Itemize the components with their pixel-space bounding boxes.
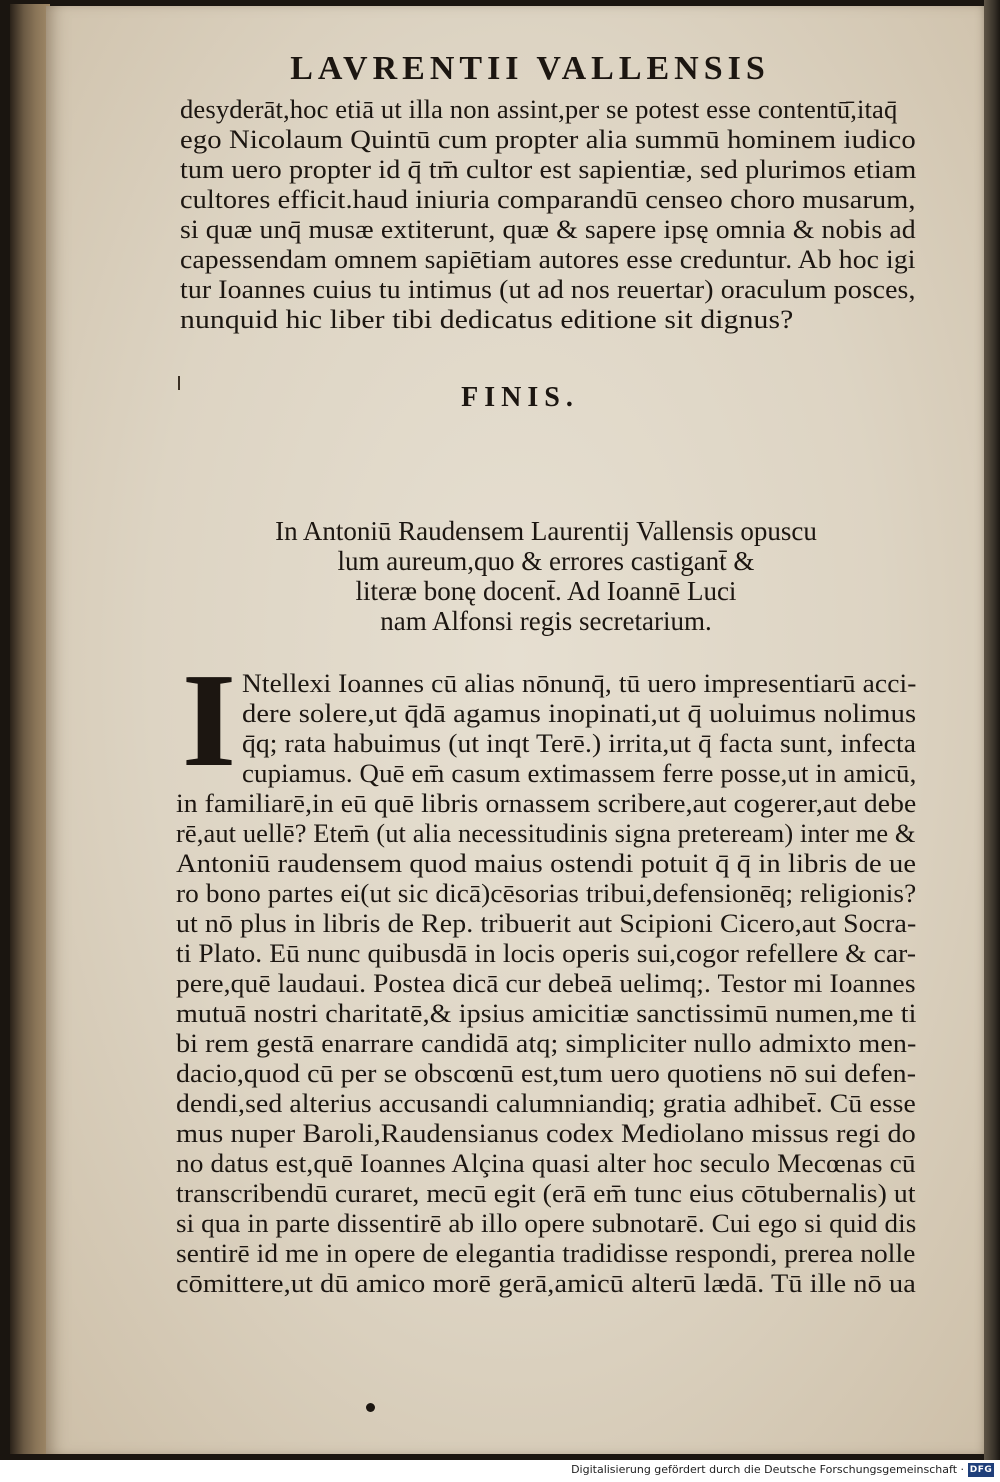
signature-dot: [366, 1403, 375, 1412]
text-line: si quæ unq̄ musæ extiterunt, quæ & sapere ipsę omnia & nobis ad: [180, 214, 916, 244]
finis-heading: FINIS.: [461, 382, 579, 413]
text-line: nunquid hic liber tibi dedicatus editione sit dignus?: [180, 304, 794, 334]
dfg-logo-icon: DFG: [969, 1465, 993, 1475]
text-line: cupiamus. Quē em̄ casum extimassem ferre posse,ut in amicū,: [242, 758, 917, 788]
text-line: ut nō plus in libris de Rep. tribuerit aut Scipioni Cicero,aut Socra-: [176, 908, 917, 938]
text-line: cultores efficit.haud iniuria comparandū censeo choro musarum,: [180, 184, 916, 214]
title-line: In Antoniū Raudensem Laurentij Vallensis opuscu: [275, 516, 817, 546]
text-line: si qua in parte dissentirē ab illo opere subnotarē. Cui ego si quid dis: [176, 1208, 917, 1238]
book-edge: [10, 4, 50, 1454]
running-head: LAVRENTII VALLENSIS: [290, 50, 770, 87]
text-line: mutuā nostri charitatē,& ipsius amicitiæ sanctissimū numen,me ti: [176, 998, 917, 1028]
drop-cap: I: [181, 646, 235, 794]
title-line: nam Alfonsi regis secretarium.: [380, 606, 712, 636]
text-line: tur Ioannes cuius tu intimus (ut ad nos reuertar) oraculum posces,: [180, 274, 916, 304]
margin-mark: [178, 376, 180, 390]
text-line: cōmittere,ut dū amico morē gerā,amicū alterū lædā. Tū ille nō ua: [176, 1268, 916, 1298]
text-line: dendi,sed alterius accusandi calumniandiq; gratia adhibet̄. Cū esse: [176, 1088, 916, 1118]
text-line: ti Plato. Eū nunc quibusdā in locis operis sui,cogor refellere & car-: [176, 938, 917, 968]
title-line: lum aureum,quo & errores castigant̄ &: [337, 546, 755, 576]
text-line: ego Nicolaum Quintū cum propter alia summū hominem iudico: [180, 124, 916, 154]
footer-credit: Digitalisierung gefördert durch die Deutsche Forschungsgemeinschaft ·: [571, 1463, 964, 1476]
text-line: q̄q; rata habuimus (ut inqt Terē.) irrita,ut q̄ facta sunt, infecta: [242, 728, 917, 758]
text-line: tum uero propter id q̄ tm̄ cultor est sapientiæ, sed plurimos etiam: [180, 154, 917, 184]
text-line: dere solere,ut q̄dā agamus inopinati,ut q̄ uoluimus nolimus: [242, 698, 917, 728]
text-line: pere,quē laudaui. Postea dicā cur debeā uelimq;. Testor mi Ioannes: [176, 968, 916, 998]
text-line: bi rem gestā enarrare candidā atq; simpliciter nullo admixto men-: [176, 1028, 917, 1058]
text-line: transcribendū curaret, mecū egit (erā em̄ tunc eius cōtubernalis) ut: [176, 1178, 916, 1208]
text-line: ro bono partes ei(ut sic dicā)cēsorias tribui,defensionēq; religionis?: [176, 878, 917, 908]
text-line: rē,aut uellē? Etem̄ (ut alia necessitudinis signa preteream) inter me &: [176, 818, 916, 848]
text-line: mus nuper Baroli,Raudensianus codex Mediolano missus regi do: [176, 1118, 916, 1148]
page-right-edge: [984, 0, 1000, 1460]
text-line: sentirē id me in opere de elegantia tradidisse respondi, prerea nolle: [176, 1238, 916, 1268]
text-line: Antoniū raudensem quod maius ostendi potuit q̄ q̄ in libris de ue: [176, 848, 917, 878]
text-line: desyderāt,hoc etiā ut illa non assint,per se potest esse contentū̄,itaq̄: [180, 94, 898, 124]
text-line: dacio,quod cū per se obscœnū est,tum uero quotiens nō sui defen-: [176, 1058, 917, 1088]
text-line: Ntellexi Ioannes cū alias nōnunq̄, tū uero impresentiarū acci-: [242, 668, 917, 698]
title-line: literæ bonę docent̄. Ad Ioannē Luci: [355, 576, 737, 606]
text-line: capessendam omnem sapiētiam autores esse creduntur. Ab hoc igi: [180, 244, 916, 274]
text-line: in familiarē,in eū quē libris ornassem scribere,aut cogerer,aut debe: [176, 788, 917, 818]
text-line: no datus est,quē Ioannes Alçina quasi alter hoc seculo Mecœnas cū: [176, 1148, 916, 1178]
